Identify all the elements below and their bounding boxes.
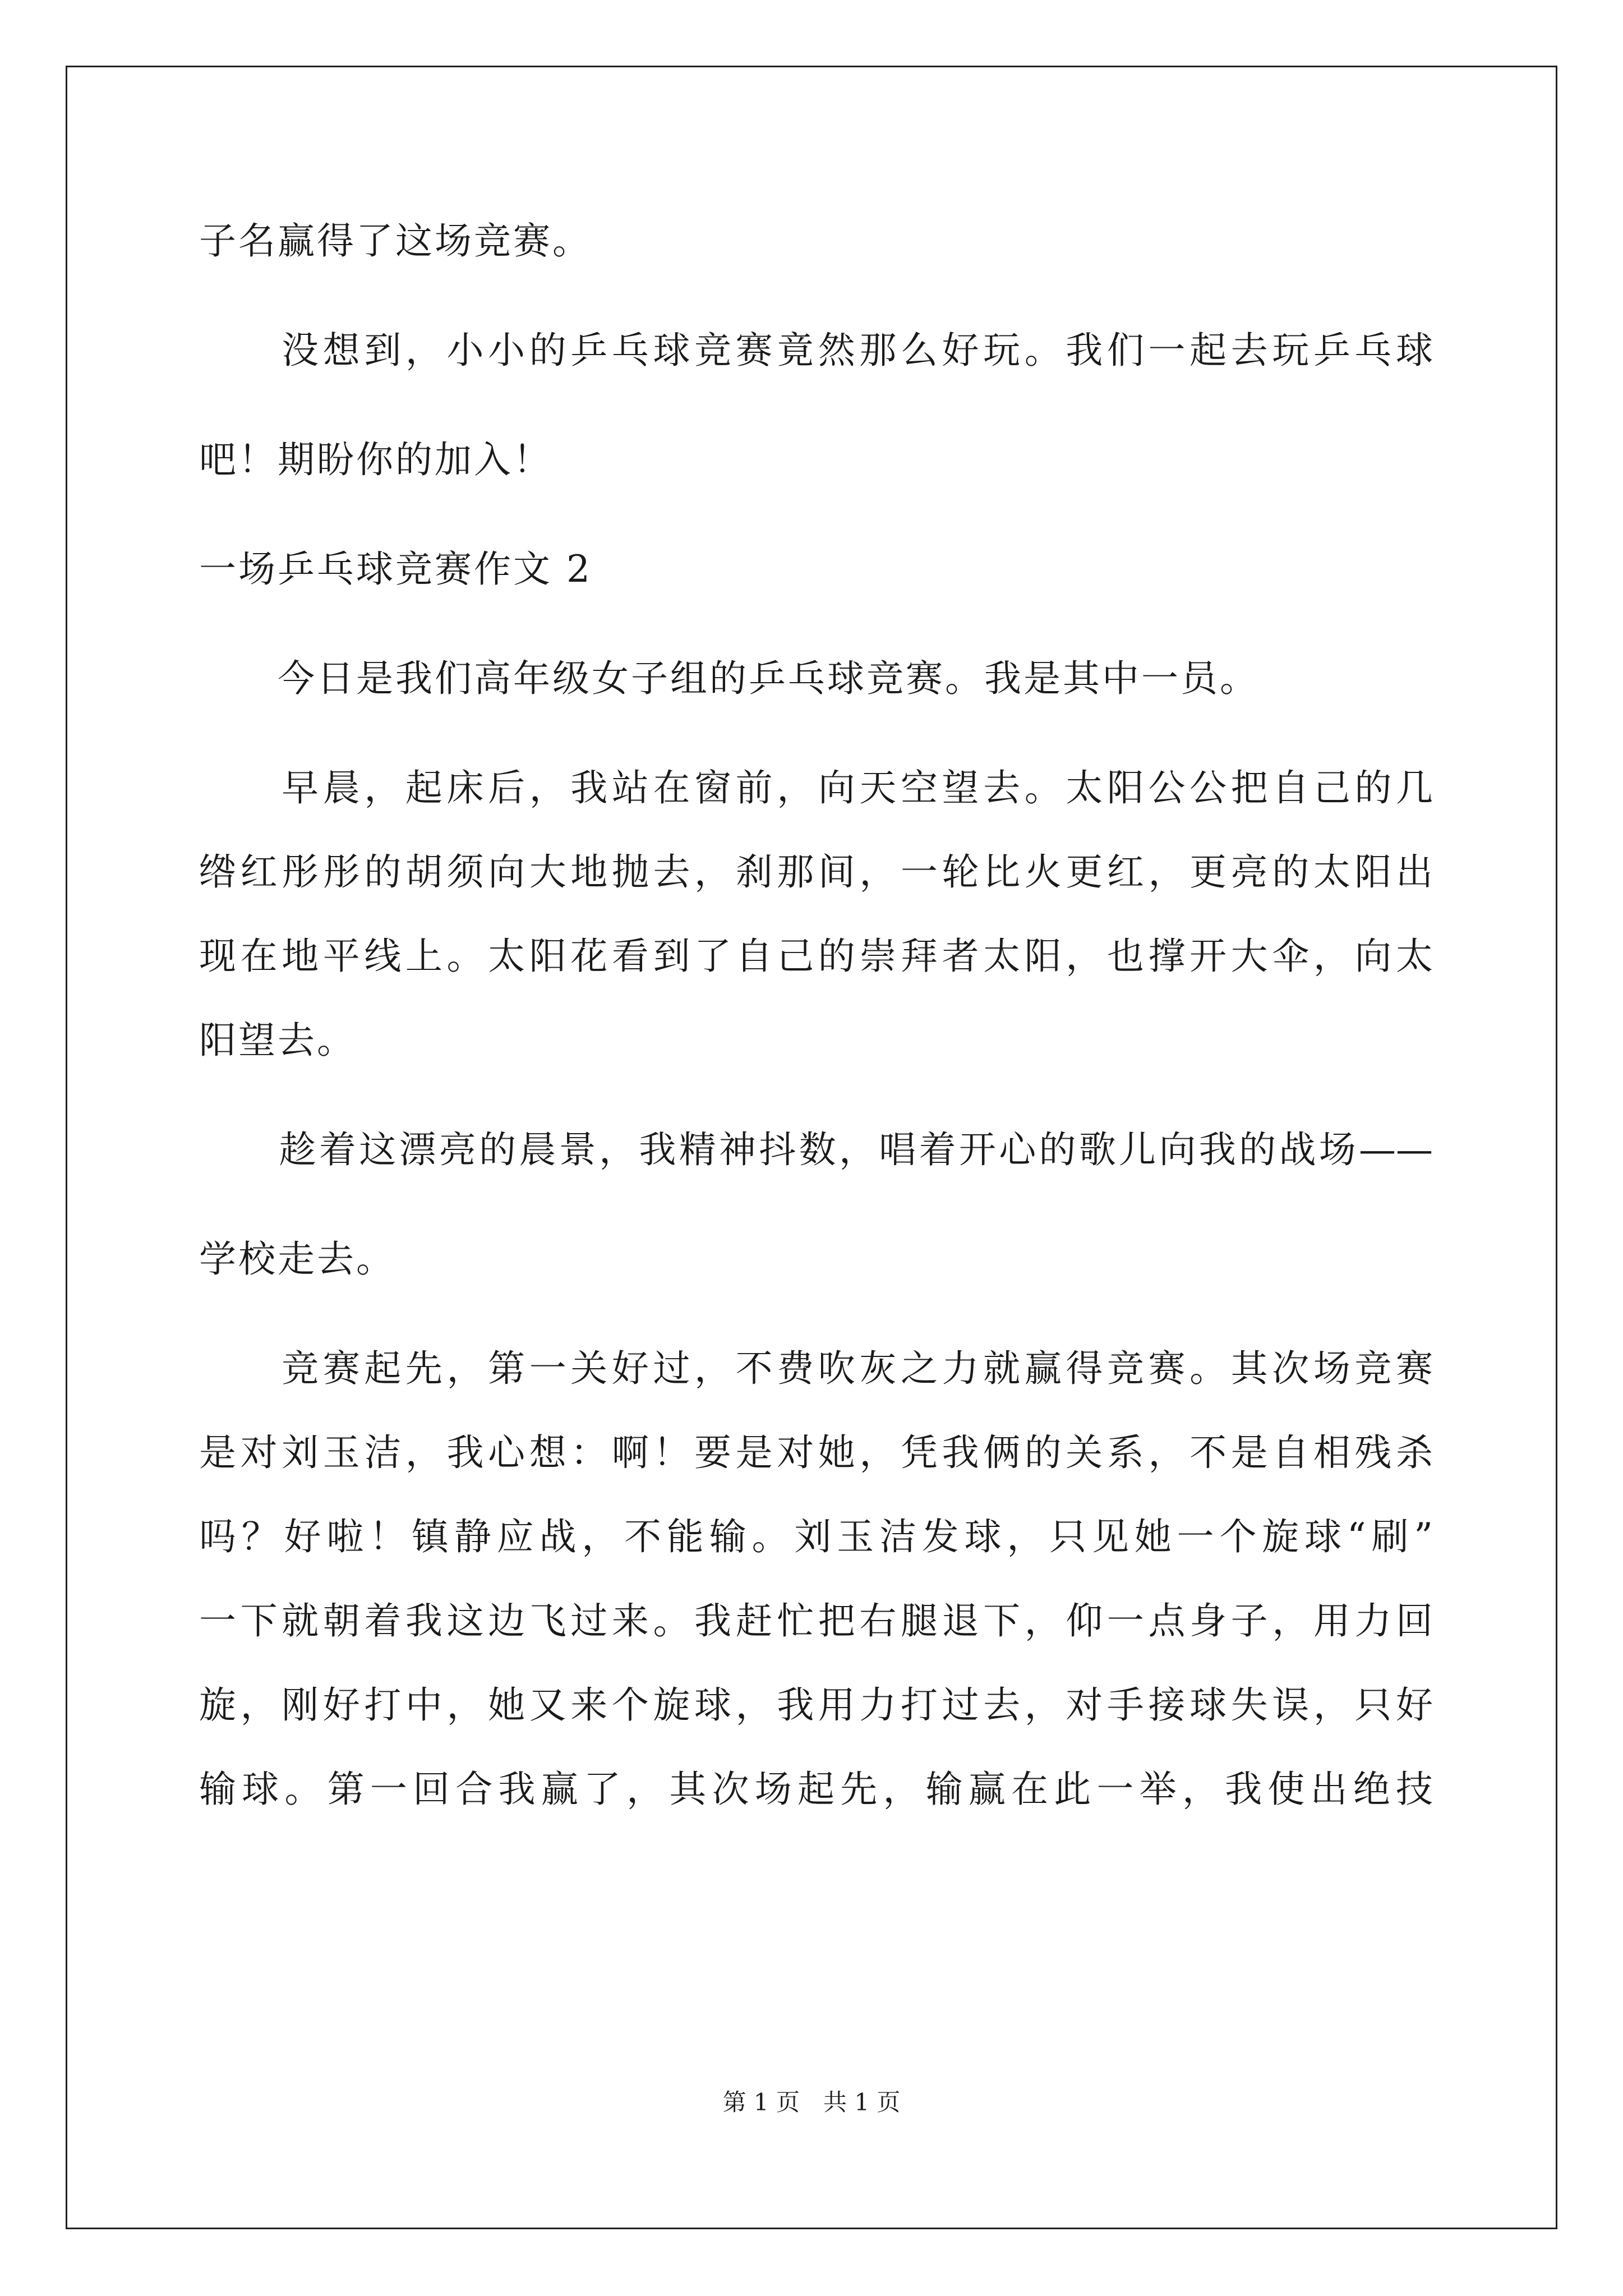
text-line: 旋，刚好打中，她又来个旋球，我用力打过去，对手接球失误，只好 (199, 1683, 1433, 1727)
text-line: 一下就朝着我这边飞过来。我赶忙把右腿退下，仰一点身子，用力回 (199, 1599, 1433, 1642)
text-line: 今日是我们高年级女子组的乒乓球竞赛。我是其中一员。 (199, 657, 1259, 700)
text-line: 吧！期盼你的加入！ (199, 438, 552, 481)
text-line: 竞赛起先，第一关好过，不费吹灰之力就赢得竞赛。其次场竞赛 (199, 1347, 1433, 1390)
text-line: 绺红彤彤的胡须向大地抛去，刹那间，一轮比火更红，更亮的太阳出 (199, 850, 1433, 894)
text-line: 是对刘玉洁，我心想：啊！要是对她，凭我俩的关系，不是自相残杀 (199, 1431, 1433, 1474)
section-heading: 一场乒乓球竞赛作文 2 (199, 547, 592, 591)
text-line: 阳望去。 (199, 1019, 356, 1062)
text-line: 早晨，起床后，我站在窗前，向天空望去。太阳公公把自己的几 (199, 766, 1433, 809)
text-line: 学校走去。 (199, 1237, 395, 1281)
text-line: 没想到，小小的乒乓球竞赛竟然那么好玩。我们一起去玩乒乓球 (199, 329, 1433, 372)
text-line: 子名赢得了这场竞赛。 (199, 219, 592, 263)
page-footer: 第 1 页 共 1 页 (722, 2088, 901, 2116)
text-line: 吗？好啦！镇静应战，不能输。刘玉洁发球，只见她一个旋球“刷” (199, 1515, 1433, 1558)
text-line: 输球。第一回合我赢了，其次场起先，输赢在此一举，我使出绝技 (199, 1768, 1433, 1811)
text-line: 趁着这漂亮的晨景，我精神抖数，唱着开心的歌儿向我的战场—— (199, 1128, 1433, 1171)
text-line: 现在地平线上。太阳花看到了自己的崇拜者太阳，也撑开大伞，向太 (199, 935, 1433, 978)
